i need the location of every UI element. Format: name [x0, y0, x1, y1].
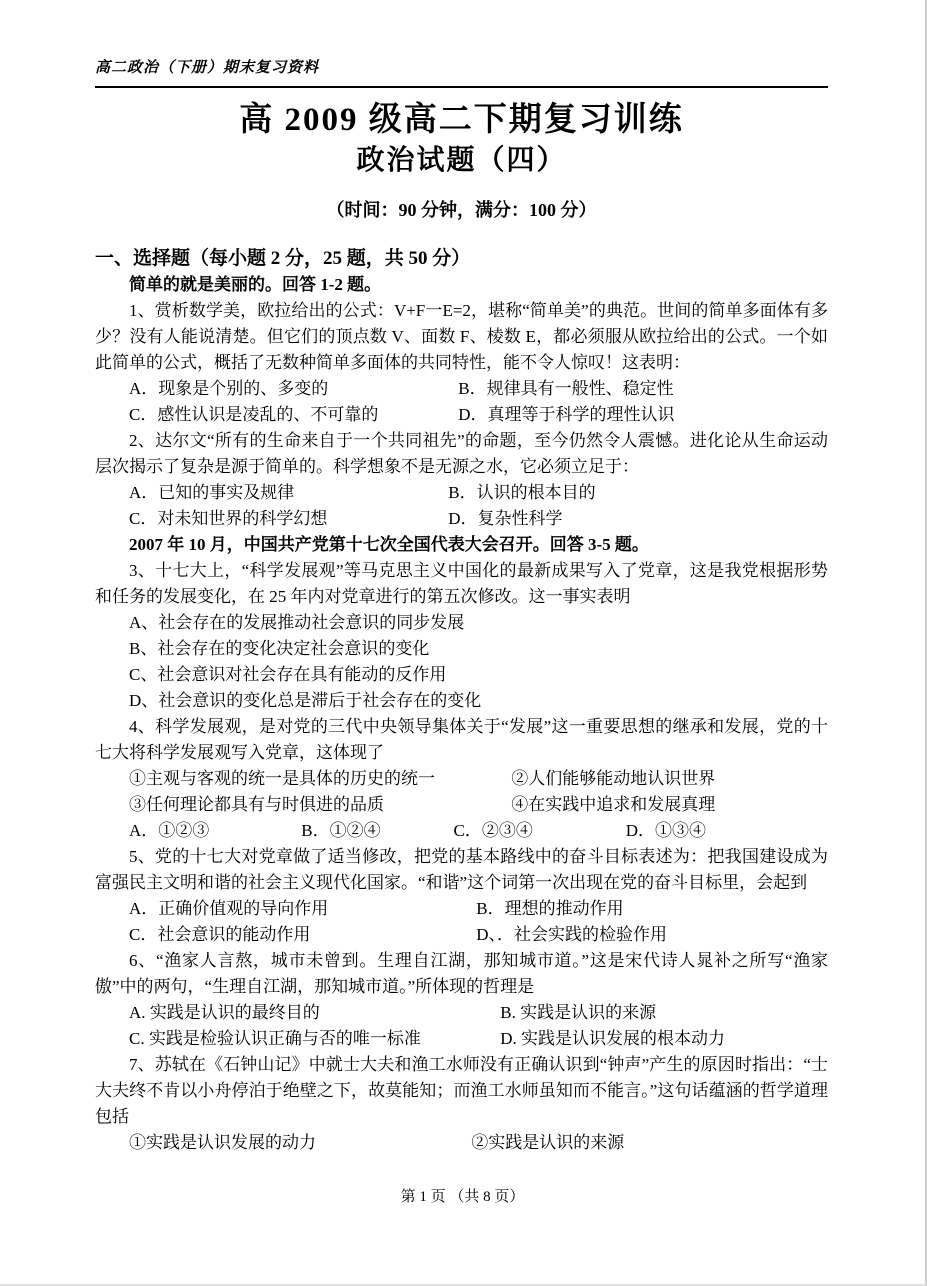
question-5-option-a: A．正确价值观的导向作用	[129, 899, 329, 918]
question-1-stem: 1、赏析数学美，欧拉给出的公式：V+F一E=2，堪称“简单美”的典范。世间的简单多面体有多少？没有人能说清楚。但它们的顶点数 V、面数 F、棱数 E，都必须服从欧拉给出的公式。一个如此简单的公式，概括了无数种简单多面体的共同特性，能不令人惊叹！这表明：	[95, 301, 828, 372]
question-5-options-row-2	[95, 922, 828, 948]
question-6-options-row-2	[95, 1026, 828, 1052]
question-3-option-c: C、社会意识对社会存在具有能动的反作用	[129, 665, 447, 684]
question-1-options-row-2	[95, 402, 828, 428]
question-1-options-row-1	[95, 376, 828, 402]
question-4-statement-3: ③任何理论都具有与时俱进的品质	[129, 795, 384, 814]
question-7-statement-1: ①实践是认识发展的动力	[129, 1133, 316, 1152]
page-subtitle: 政治试题（四）	[356, 145, 567, 176]
question-5-stem: 5、党的十七大对党章做了适当修改，把党的基本路线中的奋斗目标表述为：把我国建设成为富强民主文明和谐的社会主义现代化国家。“和谐”这个词第一次出现在党的奋斗目标里，会起到	[95, 847, 828, 892]
header-rule	[95, 86, 828, 88]
question-1-option-a: A．现象是个别的、多变的	[129, 379, 329, 398]
question-6-option-b: B. 实践是认识的来源	[500, 1003, 657, 1022]
question-6-option-d: D. 实践是认识发展的根本动力	[500, 1029, 726, 1048]
question-2-option-c: C．对未知世界的科学幻想	[129, 509, 328, 528]
question-1-option-d: D．真理等于科学的理性认识	[458, 405, 675, 424]
question-5-options-row-1	[95, 896, 828, 922]
question-4-statements-row-2	[95, 792, 828, 818]
question-3-option-a: A、社会存在的发展推动社会意识的同步发展	[129, 613, 465, 632]
question-6-option-a: A. 实践是认识的最终目的	[129, 1003, 320, 1022]
question-3-stem: 3、十七大上，“科学发展观”等马克思主义中国化的最新成果写入了党章，这是我党根据形势和任务的发展变化，在 25 年内对党章进行的第五次修改。这一事实表明	[95, 561, 828, 606]
question-6-option-c: C. 实践是检验认识正确与否的唯一标准	[129, 1029, 421, 1048]
question-2-stem: 2、达尔文“所有的生命来自于一个共同祖先”的命题，至今仍然令人震憾。进化论从生命运动层次揭示了复杂是源于简单的。科学想象不是无源之水，它必须立足于：	[95, 431, 828, 476]
question-6-stem: 6、“渔家人言熬，城市未曾到。生理自江湖，那知城市道。”这是宋代诗人晁补之所写“渔家傲”中的两句，“生理自江湖，那知城市道。”所体现的哲理是	[95, 951, 828, 996]
question-5-option-d: D、．社会实践的检验作用	[476, 925, 668, 944]
page-number-footer: 第 1 页 （共 8 页）	[400, 1189, 525, 1205]
question-4-option-b: B．①②④	[301, 821, 381, 840]
question-6-options-row-1	[95, 1000, 828, 1026]
question-4-statement-1: ①主观与客观的统一是具体的历史的统一	[129, 769, 435, 788]
question-2-options-row-1	[95, 480, 828, 506]
page-title: 高 2009 级高二下期复习训练	[239, 102, 684, 138]
header-note: 高二政治（下册）期末复习资料	[95, 60, 320, 76]
question-7-statement-2: ②实践是认识的来源	[471, 1133, 625, 1152]
question-4-choices-row	[95, 818, 828, 844]
question-1-option-c: C．感性认识是凌乱的、不可靠的	[129, 405, 379, 424]
question-5-option-b: B．理想的推动作用	[476, 899, 624, 918]
instruction-line-2: 2007 年 10 月，中国共产党第十七次全国代表大会召开。回答 3-5 题。	[129, 535, 649, 554]
question-1-option-b: B．规律具有一般性、稳定性	[458, 379, 674, 398]
question-7-stem: 7、苏轼在《石钟山记》中就士大夫和渔工水师没有正确认识到“钟声”产生的原因时指出：“士大夫终不肯以小舟停泊于绝壁之下，故莫能知；而渔工水师虽知而不能言。”这句话蕴涵的哲学道理包括	[95, 1055, 828, 1126]
question-4-option-c: C．②③④	[453, 821, 533, 840]
instruction-line-1: 简单的就是美丽的。回答 1-2 题。	[129, 275, 382, 294]
question-2-option-a: A．已知的事实及规律	[129, 483, 295, 502]
question-2-option-b: B．认识的根本目的	[448, 483, 596, 502]
question-4-option-a: A．①②③	[129, 821, 210, 840]
question-3-option-d: D、社会意识的变化总是滞后于社会存在的变化	[129, 691, 482, 710]
question-5-option-c: C．社会意识的能动作用	[129, 925, 311, 944]
question-4-statement-4: ④在实践中追求和发展真理	[511, 795, 716, 814]
exam-meta-line: （时间：90 分钟，满分：100 分）	[326, 200, 597, 220]
question-4-statement-2: ②人们能够能动地认识世界	[511, 769, 716, 788]
question-4-statements-row-1	[95, 766, 828, 792]
question-4-stem: 4、科学发展观，是对党的三代中央领导集体关于“发展”这一重要思想的继承和发展，党的十七大将科学发展观写入党章，这体现了	[95, 717, 828, 762]
question-2-option-d: D．复杂性科学	[448, 509, 563, 528]
section-heading: 一、选择题（每小题 2 分，25 题，共 50 分）	[95, 248, 471, 269]
question-4-option-d: D．①③④	[625, 821, 707, 840]
question-3-option-b: B、社会存在的变化决定社会意识的变化	[129, 639, 430, 658]
question-2-options-row-2	[95, 506, 828, 532]
question-7-statements-row	[95, 1130, 828, 1156]
